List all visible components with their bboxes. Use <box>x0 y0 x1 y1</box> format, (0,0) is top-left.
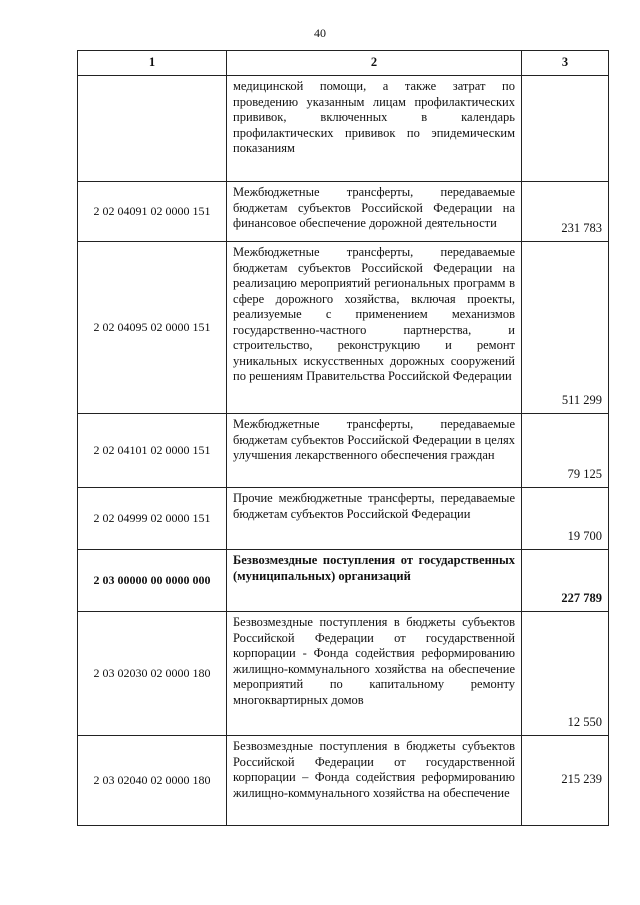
amount-value: 511 299 <box>522 242 609 414</box>
column-header-1: 1 <box>78 51 227 76</box>
income-description: Прочие межбюджетные трансферты, передаваемые бюджетам субъектов Российской Федерации <box>227 488 522 550</box>
table-row <box>78 414 609 488</box>
classification-code: 2 02 04091 02 0000 151 <box>78 182 227 242</box>
amount-value: 227 789 <box>522 550 609 612</box>
table-row <box>78 736 609 826</box>
table-row <box>78 550 609 612</box>
table-row <box>78 76 609 182</box>
amount-value: 19 700 <box>522 488 609 550</box>
table-row <box>78 488 609 550</box>
table-header <box>78 51 609 76</box>
column-header-3: 3 <box>522 51 609 76</box>
classification-code: 2 03 00000 00 0000 000 <box>78 550 227 612</box>
income-description: Межбюджетные трансферты, передаваемые бюджетам субъектов Российской Федерации в целях улучшения лекарственного обеспечения граждан <box>227 414 522 488</box>
amount-value: 215 239 <box>522 736 609 826</box>
amount-value: 231 783 <box>522 182 609 242</box>
income-description: Межбюджетные трансферты, передаваемые бюджетам субъектов Российской Федерации на финансовое обеспечение дорожной деятельности <box>227 182 522 242</box>
classification-code: 2 02 04101 02 0000 151 <box>78 414 227 488</box>
amount-value: 79 125 <box>522 414 609 488</box>
table-row <box>78 612 609 736</box>
income-description: Безвозмездные поступления в бюджеты субъектов Российской Федерации от государственной корпорации – Фонда содействия реформированию жилищно-коммунального хозяйства на обеспечение <box>227 736 522 826</box>
table-body <box>78 76 609 826</box>
income-description: Безвозмездные поступления от государственных (муниципальных) организаций <box>227 550 522 612</box>
table-row <box>78 182 609 242</box>
classification-code <box>78 76 227 182</box>
classification-code: 2 02 04999 02 0000 151 <box>78 488 227 550</box>
column-header-2: 2 <box>227 51 522 76</box>
header-row <box>78 51 609 76</box>
classification-code: 2 02 04095 02 0000 151 <box>78 242 227 414</box>
amount-value: 12 550 <box>522 612 609 736</box>
income-description: Безвозмездные поступления в бюджеты субъектов Российской Федерации от государственной корпорации - Фонда содействия реформированию жилищно-коммунального хозяйства на обеспечение мероприятий по капитальному ремонту многоквартирных домов <box>227 612 522 736</box>
income-description: медицинской помощи, а также затрат по проведению указанным лицам профилактических прививок, включенных в календарь профилактических прививок по эпидемическим показаниям <box>227 76 522 182</box>
classification-code: 2 03 02040 02 0000 180 <box>78 736 227 826</box>
budget-table <box>77 50 609 826</box>
income-description: Межбюджетные трансферты, передаваемые бюджетам субъектов Российской Федерации на реализацию мероприятий региональных программ в сфере дорожного хозяйства, включая проекты, реализуемые с применением механизмов государственно-частного партнерства, и строительство, реконструкцию и ремонт уникальных искусственных дорожных сооружений по решениям Правительства Российской Федерации <box>227 242 522 414</box>
page-number: 40 <box>314 26 326 40</box>
classification-code: 2 03 02030 02 0000 180 <box>78 612 227 736</box>
amount-value <box>522 76 609 182</box>
table-row <box>78 242 609 414</box>
